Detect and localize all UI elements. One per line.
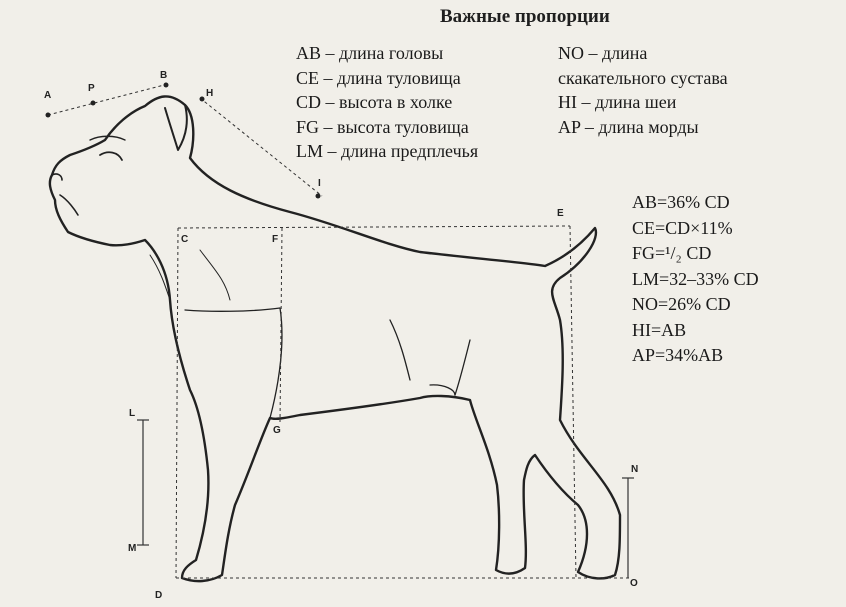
dog-outline: [50, 96, 620, 581]
point-label-h: H: [206, 88, 214, 99]
dog-ear: [165, 105, 187, 150]
legend-item-no: NO – длина: [558, 43, 648, 63]
point-label-f: F: [272, 234, 279, 245]
dog-eye: [100, 152, 122, 160]
legend-item-lm: LM – длина предплечья: [296, 141, 479, 161]
point-label-l: L: [129, 408, 136, 419]
point-label-n: N: [631, 464, 639, 475]
dog-nose: [52, 174, 62, 180]
point-label-g: G: [273, 425, 281, 436]
formula-lm: LM=32–33% CD: [632, 268, 759, 289]
point-label-o: O: [630, 578, 638, 589]
formula-fg: FG=¹/₂ CD: [632, 243, 712, 263]
legend-item-hi: HI – длина шеи: [558, 92, 677, 112]
legend-item-fg: FG – высота туловища: [296, 116, 469, 137]
legend-item-no-cont: скакательного сустава: [558, 67, 728, 88]
point-label-b: B: [160, 70, 168, 81]
legend-item-ap: AP – длина морды: [558, 116, 699, 137]
point-label-a: A: [44, 90, 52, 101]
formula-ce: CE=CD×11%: [632, 217, 733, 238]
legend-right: [558, 41, 728, 139]
diagram-title: Важные пропорции: [440, 6, 610, 27]
dog-mouth: [60, 195, 78, 215]
legend-item-ab: AB – длина головы: [296, 43, 444, 63]
point-label-i: I: [318, 178, 321, 189]
point-label-p: P: [88, 83, 95, 94]
formula-ap: AP=34%AB: [632, 345, 724, 365]
formula-no: NO=26% CD: [632, 294, 731, 314]
formula-ab: AB=36% CD: [632, 192, 730, 212]
formula-hi: HI=AB: [632, 319, 687, 340]
point-label-e: E: [557, 208, 564, 219]
legend-item-ce: CE – длина туловища: [296, 67, 461, 88]
legend-item-cd: CD – высота в холке: [296, 92, 453, 112]
point-label-d: D: [155, 590, 163, 601]
proportion-formulas: [632, 190, 759, 369]
legend-left: [296, 41, 478, 164]
point-label-c: C: [181, 234, 189, 245]
point-label-m: M: [128, 543, 137, 554]
